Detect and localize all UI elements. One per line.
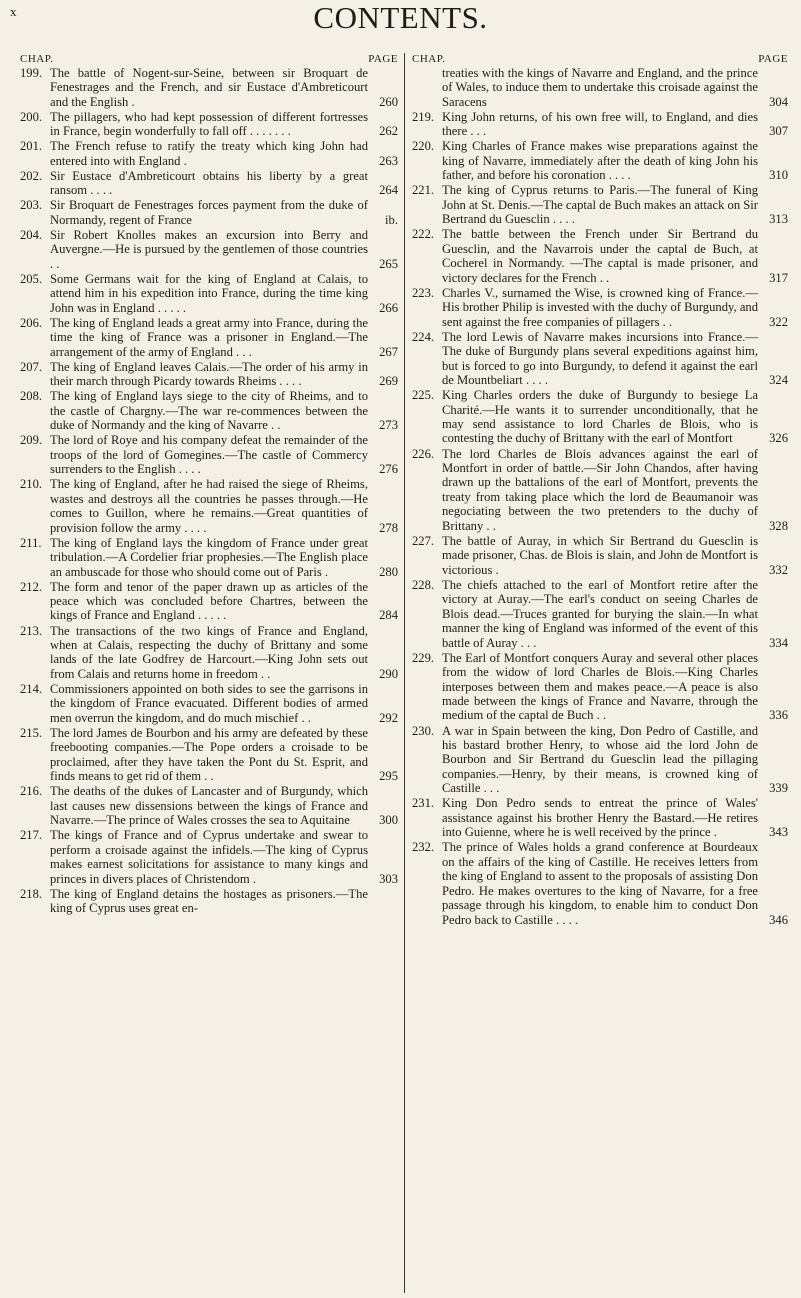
chapter-number: 211. (20, 535, 42, 550)
toc-entry (20, 536, 398, 579)
toc-entry (412, 227, 788, 285)
chapter-number: 216. (20, 784, 43, 799)
toc-entry (20, 110, 398, 139)
chapter-number: 223. (412, 285, 435, 300)
chapter-summary: Sir Eustace d'Ambreticourt obtains his liberty by a great ransom . . . . (50, 168, 368, 198)
page-number: 284 (379, 608, 398, 623)
page-number: 346 (769, 912, 788, 927)
page-title: CONTENTS. (313, 0, 488, 35)
page-number: 262 (379, 124, 398, 139)
chapter-summary: Commissioners appointed on both sides to see the garrisons in the kingdom of France evacuated. Different bodies of armed men overrun the kingdom, and do much mischief . . (50, 681, 368, 725)
chapter-summary: The Earl of Montfort conquers Auray and several other places from the widow of lord Charles de Blois.—King Charles interposes between them and makes peace.—A peace is also made between the kings of France and Navarre, through the medium of the captal de Buch . . (442, 650, 758, 723)
chapter-summary: King Charles of France makes wise preparations against the king of Navarre, immediately after the death of king John his father, and before his coronation . . . . (442, 139, 758, 183)
chapter-summary: King Charles orders the duke of Burgundy to besiege La Charité.—He wants it to surrender unconditionally, that he may send assistance to lord Charles de Blois, who is contesting the duchy of Brittany with the earl of Montfort (442, 388, 758, 446)
chapter-summary: treaties with the kings of Navarre and England, and the prince of Wales, to induce them to undertake this croisade against the Saracens (442, 66, 758, 109)
page-number: 310 (769, 168, 788, 183)
page-number: 317 (769, 270, 788, 285)
chapter-summary: The kings of France and of Cyprus undertake and swear to perform a croisade against the infidels.—The king of Cyprus makes earnest solicitations for assistance to many kings and princes in divers places of Christendom . (50, 828, 368, 886)
chapter-number: 222. (412, 227, 435, 242)
toc-entry (412, 796, 788, 839)
toc-entry (412, 139, 788, 182)
chapter-number: 214. (20, 681, 43, 696)
chapter-number: 228. (412, 577, 435, 592)
toc-entry (20, 477, 398, 535)
chapter-summary: The lord James de Bourbon and his army are defeated by these freebooting companies.—The Pope orders a croisade to be proclaimed, after they have taken the Pont du St. Esprit, and finds means to get rid of them . . (50, 725, 368, 784)
right-column-header (412, 53, 788, 66)
chapter-summary: The transactions of the two kings of France and England, when at Calais, respecting the duchy of Brittany and some lands of the late Godfrey de Harcourt.—King John sets out from Calais and returns home in freedom . . (50, 623, 368, 681)
toc-entry (20, 784, 398, 827)
page-number: 307 (769, 124, 788, 139)
toc-entry (20, 389, 398, 432)
toc-entry (20, 624, 398, 682)
chapter-summary: King Don Pedro sends to entreat the prince of Wales' assistance against his brother Henry the Bastard.—He retires into Guienne, where he is well received by the prince . (442, 796, 758, 840)
chapter-summary: The king of England leaves Calais.—The order of his army in their march through Picardy towards Rheims . . . . (50, 359, 368, 389)
chapter-summary: The lord Charles de Blois advances against the earl of Montfort in order of battle.—Sir John Chandos, after having drawn up the battalions of the earl of Montfort, prevents the treaty from taking place which the lord de Beaumanoir was negociating between the two pretenders to the duchy of Brittany . . (442, 446, 758, 533)
toc-entry (20, 139, 398, 168)
chapter-number: 213. (20, 623, 43, 638)
left-column-header (20, 53, 398, 66)
chapter-summary: The lord of Roye and his company defeat the remainder of the troops of the lord of Gomegines.—The castle of Commercy surrenders to the English . . . . (50, 433, 368, 477)
chapter-summary: The pillagers, who had kept possession of different fortresses in France, begin wonderfully to fall off . . . . . . . (50, 109, 368, 139)
chapter-summary: The prince of Wales holds a grand conference at Bourdeaux on the affairs of the king of Castille. He receives letters from the king of England to assent to the proposals of assisting Don Pedro. He makes overtures to the king of Navarre, for a free passage through his kingdom, to enable him to conduct Don Pedro back to Castille . . . . (442, 840, 758, 927)
toc-entry (412, 388, 788, 446)
chapter-summary: The deaths of the dukes of Lancaster and of Burgundy, which last causes new dissensions between the kings of France and Navarre.—The prince of Wales crosses the sea to Aquitaine (50, 784, 368, 828)
chapter-summary: The king of Cyprus returns to Paris.—The funeral of King John at St. Denis.—The captal de Buch makes an attack on Sir Bertrand du Guesclin . . . . (442, 183, 758, 227)
page-number: 273 (379, 418, 398, 433)
page-number: 334 (769, 635, 788, 650)
toc-entry (20, 316, 398, 359)
page-number: 267 (379, 344, 398, 359)
chapter-number: 215. (20, 725, 43, 740)
chapter-number: 231. (412, 796, 435, 811)
toc-entry (412, 651, 788, 723)
page-number: 322 (769, 314, 788, 329)
page-number: 260 (379, 94, 398, 109)
toc-entry (412, 578, 788, 650)
right-column (412, 53, 788, 928)
chapter-summary: The battle between the French under Sir Bertrand du Guesclin, and the Navarrois under the captal de Buch, at Cocherel in Normandy. —The captal is made prisoner, and victory declares for the French . . (442, 227, 758, 285)
chapter-summary: Charles V., surnamed the Wise, is crowned king of France.—His brother Philip is invested with the duchy of Burgundy, and sent against the free companies of pillagers . . (442, 285, 758, 329)
toc-entry (412, 286, 788, 329)
toc-entry (412, 724, 788, 796)
chapter-number: 217. (20, 828, 43, 843)
toc-entry (20, 228, 398, 271)
toc-entry (20, 360, 398, 389)
toc-entry (20, 887, 398, 916)
page-number: 295 (379, 769, 398, 784)
toc-entry (20, 66, 398, 109)
chapter-summary: Sir Broquart de Fenestrages forces payment from the duke of Normandy, regent of France (50, 198, 368, 227)
page-number-mark: x (10, 4, 17, 19)
chapter-summary: The French refuse to ratify the treaty which king John had entered into with England . (50, 139, 368, 168)
chapter-number: 201. (20, 139, 43, 154)
toc-entry (412, 840, 788, 927)
page-number: 266 (379, 300, 398, 315)
page-number: 328 (769, 518, 788, 533)
chapter-number: 209. (20, 433, 43, 448)
chapter-summary: Sir Robert Knolles makes an excursion into Berry and Auvergne.—He is pursued by the gentlemen of those countries . . (50, 227, 368, 271)
chapter-number: 224. (412, 329, 435, 344)
chapter-number: 199. (20, 66, 43, 80)
chapter-number (412, 66, 442, 109)
page-number: 265 (379, 256, 398, 271)
chapter-number: 218. (20, 886, 43, 901)
chapter-summary: Some Germans wait for the king of England at Calais, to attend him in his expedition into France, during the time king John was in England . . . . . (50, 271, 368, 315)
chapter-number: 230. (412, 723, 435, 738)
chapter-number: 229. (412, 650, 435, 665)
page-number: 264 (379, 183, 398, 198)
page-number: 269 (379, 374, 398, 389)
chapter-number: 206. (20, 315, 43, 330)
toc-entry (412, 330, 788, 388)
chapter-number: 225. (412, 388, 435, 403)
chapter-summary: The battle of Nogent-sur-Seine, between sir Broquart de Fenestrages and the French, and sir Eustace d'Ambreticourt and the English . (50, 66, 368, 109)
toc-entry (20, 272, 398, 315)
page-number: ib. (385, 212, 398, 227)
chapter-number: 203. (20, 198, 43, 213)
chapter-number: 207. (20, 359, 43, 374)
chapter-number: 200. (20, 109, 43, 124)
toc-entry (412, 110, 788, 139)
page-number: 278 (379, 520, 398, 535)
chapter-summary: The king of England lays siege to the city of Rheims, and to the castle of Chargny.—The war re-commences between the duke of Normandy and the king of Navarre . . (50, 389, 368, 433)
page-number: 290 (379, 666, 398, 681)
chapter-summary: A war in Spain between the king, Don Pedro of Castille, and his bastard brother Henry, to whose aid the lord John de Bourbon and Sir Bertrand du Guesclin lead the pillaging companies.—Henry, by their means, is crowned king of Castille . . . (442, 723, 758, 796)
chapter-number: 205. (20, 271, 43, 286)
page-number: 313 (769, 212, 788, 227)
page-number: 263 (379, 153, 398, 168)
chapter-summary: The form and tenor of the paper drawn up as articles of the peace which was concluded before Chartres, between the kings of France and England . . . . . (50, 579, 368, 623)
chapter-summary: The king of England lays the kingdom of France under great tribulation.—A Cordelier friar prophesies.—The English place an ambuscade for those who should come out of Paris . (50, 535, 368, 579)
left-column (20, 53, 398, 916)
toc-entry (412, 66, 788, 109)
page-number: 280 (379, 564, 398, 579)
toc-entry (20, 198, 398, 227)
chapter-number: 210. (20, 477, 43, 492)
chapter-summary: The king of England leads a great army into France, during the time the king of France was a prisoner in England.—The arrangement of the army of England . . . (50, 315, 368, 359)
chap-label: CHAP. (412, 53, 446, 65)
page-number: 300 (379, 813, 398, 828)
chapter-summary: King John returns, of his own free will, to England, and dies there . . . (442, 109, 758, 139)
chapter-summary: The lord Lewis of Navarre makes incursions into France.—The duke of Burgundy plans several expeditions against him, but is forced to go into Burgundy, to defend it against the earl de Mountbeliart . . . . (442, 329, 758, 388)
toc-entry (412, 447, 788, 534)
chapter-number: 212. (20, 579, 43, 594)
left-entries (20, 66, 398, 916)
column-divider (404, 53, 405, 1293)
chapter-summary: The chiefs attached to the earl of Montfort retire after the victory at Auray.—The earl's conduct on seeing Charles de Blois dead.—Truces granted for burying the slain.—In what manner the king of England was informed of the event of this battle of Auray . . . (442, 577, 758, 650)
page-number: 339 (769, 781, 788, 796)
page-number: 304 (769, 94, 788, 109)
page-number: 303 (379, 871, 398, 886)
chapter-number: 220. (412, 139, 435, 154)
chapter-number: 226. (412, 446, 435, 461)
page-number: 324 (769, 373, 788, 388)
page-number: 343 (769, 825, 788, 840)
chapter-number: 204. (20, 227, 43, 242)
chap-label: CHAP. (20, 53, 54, 65)
chapter-number: 219. (412, 109, 435, 124)
toc-entry (412, 534, 788, 577)
chapter-summary: The battle of Auray, in which Sir Bertrand du Guesclin is made prisoner, Chas. de Blois is slain, and John de Montfort is victorious . (442, 533, 758, 577)
chapter-number: 227. (412, 533, 435, 548)
toc-entry (20, 169, 398, 198)
chapter-number: 202. (20, 168, 43, 183)
page-number: 332 (769, 562, 788, 577)
page-number: 336 (769, 708, 788, 723)
page-number: 292 (379, 710, 398, 725)
page-number: 276 (379, 462, 398, 477)
toc-entry (20, 580, 398, 623)
chapter-summary: The king of England detains the hostages as prisoners.—The king of Cyprus uses great en- (50, 886, 368, 916)
toc-entry (412, 183, 788, 226)
toc-entry (20, 726, 398, 784)
chapter-number: 232. (412, 840, 435, 855)
page-number: 326 (769, 431, 788, 446)
chapter-summary: The king of England, after he had raised the siege of Rheims, wastes and destroys all the countries he passes through.—He comes to Guillon, where he remains.—Great quantities of provision follow the army . . . . (50, 477, 368, 535)
right-entries (412, 66, 788, 927)
chapter-number: 221. (412, 183, 435, 198)
page-label: PAGE (758, 53, 788, 65)
toc-entry (20, 682, 398, 725)
toc-entry (20, 828, 398, 886)
toc-entry (20, 433, 398, 476)
page-label: PAGE (368, 53, 398, 65)
chapter-number: 208. (20, 389, 43, 404)
